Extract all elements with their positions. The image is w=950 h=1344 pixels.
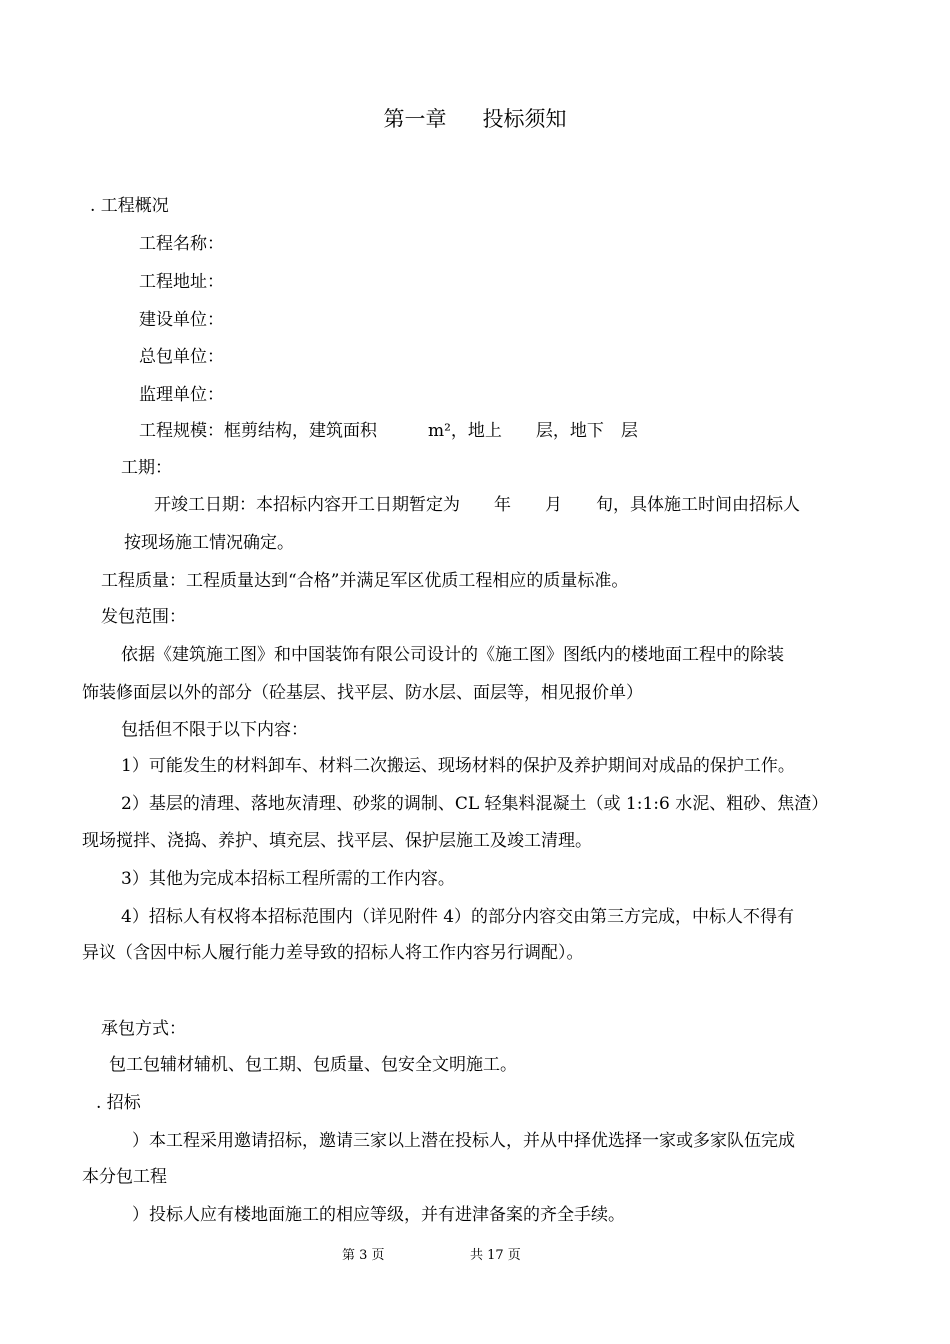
- paragraph-scope-1: 依据《建筑施工图》和中国装饰有限公司设计的《施工图》图纸内的楼地面工程中的除装: [121, 645, 784, 665]
- footer-page-number: 第 3 页: [342, 1248, 385, 1263]
- field-contract-mode: 承包方式：: [101, 1019, 186, 1039]
- field-general-contractor: 总包单位：: [139, 347, 224, 367]
- field-project-address: 工程地址：: [139, 272, 224, 292]
- section-heading-overview: . 工程概况: [90, 196, 169, 216]
- paragraph-tender-1-line-2: 本分包工程: [82, 1167, 167, 1187]
- field-quality: 工程质量：工程质量达到“合格”并满足军区优质工程相应的质量标准。: [101, 571, 629, 591]
- paragraph-contract-mode: 包工包辅材辅机、包工期、包质量、包安全文明施工。: [109, 1055, 517, 1075]
- chapter-title: [0, 106, 950, 132]
- list-item-4-line-1: 4）招标人有权将本招标范围内（详见附件 4）的部分内容交由第三方完成，中标人不得有: [121, 907, 795, 927]
- paragraph-tender-2: ）投标人应有楼地面施工的相应等级，并有进津备案的齐全手续。: [132, 1205, 625, 1225]
- paragraph-dates-1: 开竣工日期：本招标内容开工日期暂定为 年 月 旬，具体施工时间由招标人: [154, 495, 800, 515]
- field-project-name: 工程名称：: [139, 234, 224, 254]
- list-item-3: 3）其他为完成本招标工程所需的工作内容。: [121, 869, 455, 889]
- chapter-name: 投标须知: [482, 107, 567, 131]
- list-item-2-line-1: 2）基层的清理、落地灰清理、砂浆的调制、CL 轻集料混凝土（或 1:1:6 水泥、粗砂、焦渣）: [121, 794, 829, 814]
- paragraph-scope-2: 饰装修面层以外的部分（砼基层、找平层、防水层、面层等，相见报价单）: [82, 683, 643, 703]
- list-item-2-line-2: 现场搅拌、浇捣、养护、填充层、找平层、保护层施工及竣工清理。: [82, 831, 592, 851]
- section-heading-tender: . 招标: [96, 1093, 141, 1113]
- list-item-4-line-2: 异议（含因中标人履行能力差导致的招标人将工作内容另行调配）。: [82, 943, 584, 963]
- paragraph-dates-2: 按现场施工情况确定。: [124, 533, 294, 553]
- paragraph-includes: 包括但不限于以下内容：: [121, 720, 308, 740]
- list-item-1: 1）可能发生的材料卸车、材料二次搬运、现场材料的保护及养护期间对成品的保护工作。: [121, 756, 795, 776]
- field-project-scale: 工程规模：框剪结构，建筑面积 m²，地上 层，地下 层: [139, 421, 638, 441]
- field-owner: 建设单位：: [139, 310, 224, 330]
- footer-total-pages: 共 17 页: [470, 1248, 521, 1263]
- field-duration: 工期：: [121, 458, 172, 478]
- chapter-number: 第一章: [383, 107, 447, 131]
- paragraph-tender-1-line-1: ）本工程采用邀请招标，邀请三家以上潜在投标人，并从中择优选择一家或多家队伍完成: [132, 1131, 795, 1151]
- field-supervisor: 监理单位：: [139, 385, 224, 405]
- field-scope: 发包范围：: [101, 607, 186, 627]
